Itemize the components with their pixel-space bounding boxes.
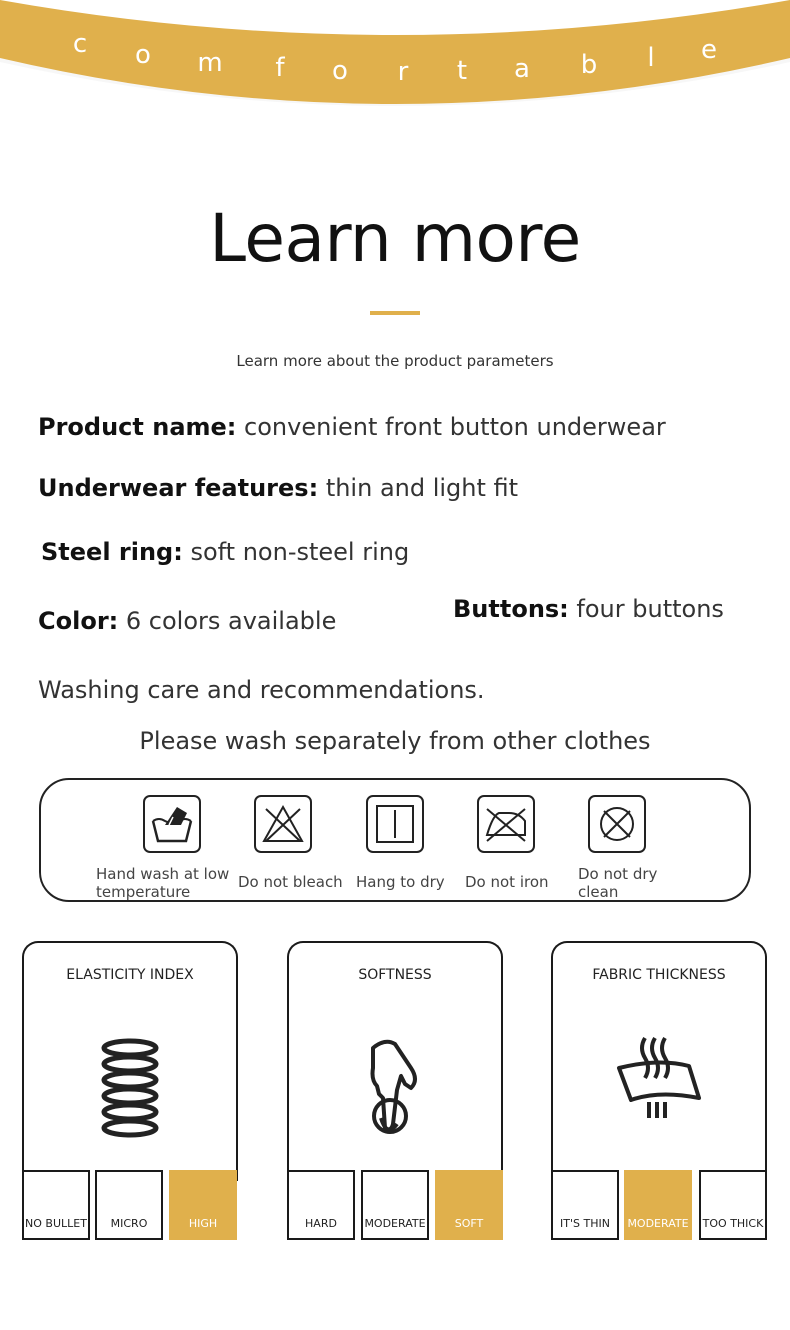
care-label: Hang to dry (356, 873, 445, 891)
page-title: Learn more (209, 200, 581, 277)
param-value: thin and light fit (325, 474, 519, 502)
comfortable-banner (0, 0, 790, 120)
spring-icon (70, 1028, 190, 1148)
option-too-thick[interactable]: TOO THICK (699, 1170, 767, 1240)
hand-wash-icon (143, 795, 201, 853)
care-label: Do not iron (465, 873, 549, 891)
banner-letter: o (332, 56, 348, 86)
elasticity-card (22, 941, 238, 1181)
option-high-selected[interactable]: HIGH (169, 1170, 237, 1240)
care-instructions-box (39, 778, 751, 902)
option-moderate-selected[interactable]: MODERATE (624, 1170, 692, 1240)
no-bleach-icon (254, 795, 312, 853)
card-title: FABRIC THICKNESS (592, 967, 726, 983)
banner-letter: t (456, 56, 468, 86)
card-title: SOFTNESS (358, 967, 432, 983)
care-title: Washing care and recommendations. (38, 676, 485, 704)
param-features (38, 474, 518, 502)
banner-letter: r (397, 57, 409, 87)
page-subtitle: Learn more about the product parameters (236, 352, 554, 370)
title-divider (370, 311, 420, 315)
param-value: convenient front button underwear (244, 413, 666, 441)
care-note: Please wash separately from other clothes (139, 727, 651, 755)
param-label: Buttons: (453, 595, 569, 623)
param-label: Product name: (38, 413, 237, 441)
banner-letter: b (580, 50, 598, 80)
no-iron-icon (477, 795, 535, 853)
param-label: Underwear features: (38, 474, 319, 502)
care-label: Do not bleach (238, 873, 343, 891)
param-steel-ring (41, 538, 409, 566)
option-soft-selected[interactable]: SOFT (435, 1170, 503, 1240)
card-title: ELASTICITY INDEX (66, 967, 194, 983)
banner-letter: o (135, 40, 151, 70)
param-value: four buttons (576, 595, 724, 623)
param-label: Steel ring: (41, 538, 183, 566)
param-value: soft non-steel ring (190, 538, 410, 566)
option-no-bullet[interactable]: NO BULLET (22, 1170, 90, 1240)
option-its-thin[interactable]: IT'S THIN (551, 1170, 619, 1240)
param-product-name (38, 413, 666, 441)
param-label: Color: (38, 607, 119, 635)
option-hard[interactable]: HARD (287, 1170, 355, 1240)
fabric-thickness-card (551, 941, 767, 1181)
no-dry-clean-icon (588, 795, 646, 853)
care-label: Hand wash at low temperature (96, 865, 230, 901)
banner-letter: e (701, 35, 717, 65)
banner-letter: c (72, 29, 88, 59)
option-moderate[interactable]: MODERATE (361, 1170, 429, 1240)
param-value: 6 colors available (125, 607, 337, 635)
banner-letter: a (514, 54, 530, 84)
banner-letter: l (647, 43, 655, 73)
param-buttons (453, 595, 724, 623)
option-micro[interactable]: MICRO (95, 1170, 163, 1240)
softness-card (287, 941, 503, 1181)
care-label: Do not dry clean (578, 865, 658, 901)
banner-letter: f (275, 53, 285, 83)
hang-dry-icon (366, 795, 424, 853)
fabric-icon (599, 1028, 719, 1148)
finger-press-icon (335, 1028, 455, 1148)
param-color (38, 607, 336, 635)
banner-letter: m (197, 48, 223, 78)
banner-arc (0, 0, 790, 120)
